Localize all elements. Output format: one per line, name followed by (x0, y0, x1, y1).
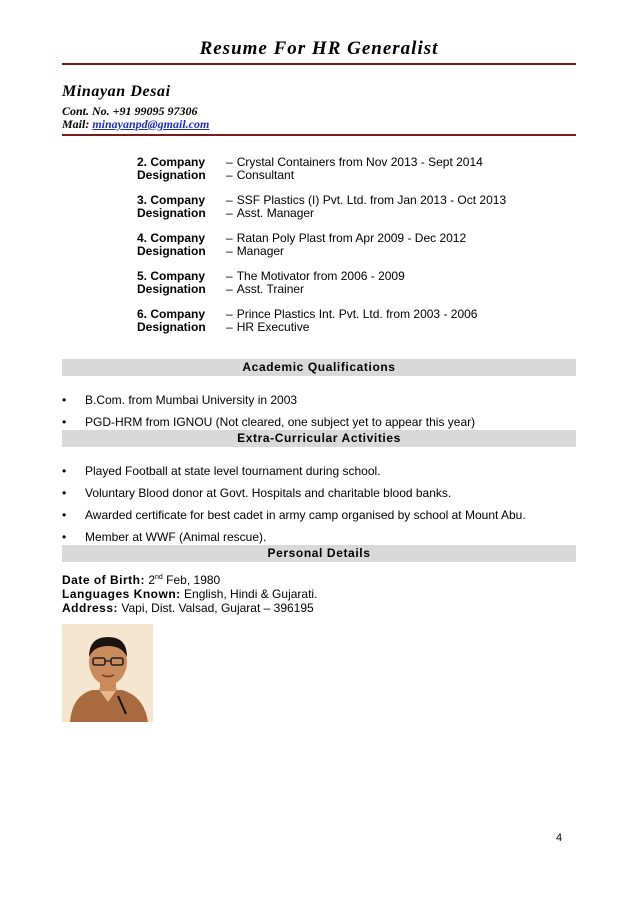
list-item: • Played Football at state level tournament during school. (62, 464, 526, 486)
list-item: • Voluntary Blood donor at Govt. Hospitals and charitable blood banks. (62, 486, 526, 508)
list-item: • Member at WWF (Animal rescue). (62, 530, 526, 552)
list-item: • B.Com. from Mumbai University in 2003 (62, 393, 475, 415)
contact-number: Cont. No. +91 99095 97306 (62, 104, 198, 118)
experience-item: 2. Company – Crystal Containers from Nov 2013 - Sept 2014 Designation – Consultant (137, 155, 483, 182)
dob-rest: Feb, 1980 (166, 573, 221, 587)
academic-heading: Academic Qualifications (62, 359, 576, 376)
designation-label: Designation (137, 244, 206, 258)
designation-value: Manager (236, 244, 285, 258)
profile-photo-graphic (62, 624, 153, 722)
company-value: Prince Plastics Int. Pvt. Ltd. from 2003 - 2006 (236, 307, 478, 321)
extra-curricular-list (62, 464, 526, 552)
company-label: 2. Company (137, 155, 206, 169)
designation-label: Designation (137, 320, 206, 334)
company-label: 6. Company (137, 307, 206, 321)
header-divider (62, 134, 576, 136)
dob-label: Date of Birth: (62, 573, 145, 587)
company-value: SSF Plastics (I) Pvt. Ltd. from Jan 2013 - Oct 2013 (236, 193, 507, 207)
profile-photo (62, 624, 153, 722)
designation-label: Designation (137, 168, 206, 182)
designation-value: Consultant (236, 168, 295, 182)
extra-curricular-heading: Extra-Curricular Activities (62, 430, 576, 447)
experience-list (137, 156, 506, 346)
company-label: 3. Company (137, 193, 206, 207)
designation-value: HR Executive (236, 320, 310, 334)
page-number: 4 (556, 832, 563, 844)
designation-value: Asst. Trainer (236, 282, 305, 296)
experience-item: 5. Company – The Motivator from 2006 - 2009 Designation – Asst. Trainer (137, 269, 405, 296)
experience-item: 4. Company – Ratan Poly Plast from Apr 2009 - Dec 2012 Designation – Manager (137, 231, 467, 258)
designation-label: Designation (137, 206, 206, 220)
languages-label: Languages Known: (62, 587, 181, 601)
email-link[interactable]: minayanpd@gmail.com (92, 117, 210, 131)
personal-details-heading: Personal Details (62, 545, 576, 562)
company-value: Ratan Poly Plast from Apr 2009 - Dec 2012 (236, 231, 467, 245)
company-value: The Motivator from 2006 - 2009 (236, 269, 405, 283)
address-line (62, 601, 317, 615)
address-value: Vapi, Dist. Valsad, Gujarat – 396195 (121, 601, 314, 615)
experience-item: 3. Company – SSF Plastics (I) Pvt. Ltd. from Jan 2013 - Oct 2013 Designation – Asst. Manager (137, 193, 507, 220)
dob-line (62, 571, 317, 587)
candidate-name: Minayan Desai (62, 83, 171, 100)
list-item: • Awarded certificate for best cadet in army camp organised by school at Mount Abu. (62, 508, 526, 530)
company-label: 5. Company (137, 269, 206, 283)
designation-value: Asst. Manager (236, 206, 315, 220)
list-item: • PGD-HRM from IGNOU (Not cleared, one subject yet to appear this year) (62, 415, 475, 437)
personal-details (62, 571, 317, 615)
company-label: 4. Company (137, 231, 206, 245)
dob-suffix: nd (155, 574, 163, 581)
title-divider (62, 63, 576, 65)
address-label: Address: (62, 601, 119, 615)
experience-item: 6. Company – Prince Plastics Int. Pvt. Ltd. from 2003 - 2006 Designation – HR Executive (137, 307, 478, 334)
company-value: Crystal Containers from Nov 2013 - Sept 2014 (236, 155, 483, 169)
languages-line (62, 587, 317, 601)
dob-day: 2 (148, 573, 156, 587)
mail-line (62, 117, 209, 132)
designation-label: Designation (137, 282, 206, 296)
languages-value: English, Hindi & Gujarati. (184, 587, 318, 601)
resume-title: Resume For HR Generalist (199, 38, 439, 59)
mail-label: Mail: (62, 117, 90, 131)
